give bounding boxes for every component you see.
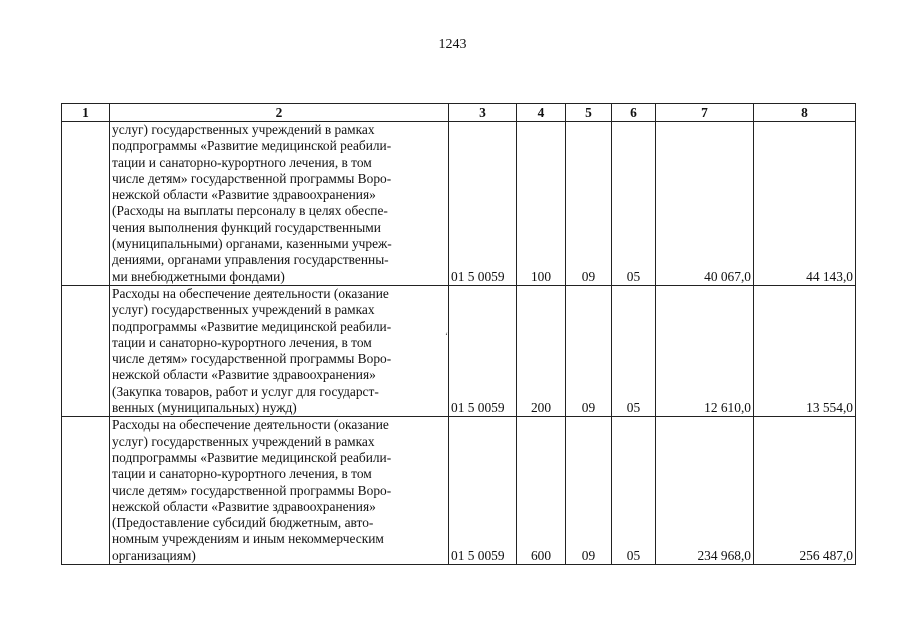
row-description-cell: услуг) государственных учреждений в рамках подпрограммы «Развитие медицинской реабили- тации и санаторно-курортного лечения, в том числе детям» государственной программы Воро- нежской области «Развитие здравоохранения» (Расходы на выплаты персоналу в целях обеспе- чения выполнения функций государственными (муниципальными) органами, казенными учреж- дениями, органами управления государственны- ми внебюджетными фондами)	[110, 122, 449, 286]
row-col6-cell: 05	[612, 285, 656, 416]
row-col7-amount: 234 968,0	[656, 417, 754, 565]
row-col4-cell: 100	[517, 122, 566, 286]
row-description-cell: Расходы на обеспечение деятельности (оказание услуг) государственных учреждений в рамках подпрограммы «Развитие медицинской реабили- тации и санаторно-курортного лечения, в том числе детям» государственной программы Воро- нежской области «Развитие здравоохранения» (Закупка товаров, работ и услуг для государст- венных (муниципальных) нужд)	[110, 285, 449, 416]
table-row	[62, 285, 856, 416]
header-col-8: 8	[754, 104, 856, 122]
row-col7-amount: 12 610,0	[656, 285, 754, 416]
header-col-3: 3	[449, 104, 517, 122]
row-col5-cell: 09	[566, 122, 612, 286]
row-description-cell: Расходы на обеспечение деятельности (оказание услуг) государственных учреждений в рамках подпрограммы «Развитие медицинской реабили- тации и санаторно-курортного лечения, в том числе детям» государственной программы Воро- нежской области «Развитие здравоохранения» (Предоставление субсидий бюджетным, авто- номным учреждениям и иным некоммерческим организациям)	[110, 417, 449, 565]
header-col-2: 2	[110, 104, 449, 122]
table-row	[62, 122, 856, 286]
row-code-cell: 01 5 0059	[449, 285, 517, 416]
table-row	[62, 417, 856, 565]
header-row	[62, 104, 856, 122]
row-col4-cell: 200	[517, 285, 566, 416]
header-col-6: 6	[612, 104, 656, 122]
row-col5-cell: 09	[566, 285, 612, 416]
header-col-7: 7	[656, 104, 754, 122]
row-col1-cell	[62, 285, 110, 416]
row-col1-cell	[62, 417, 110, 565]
row-col6-cell: 05	[612, 122, 656, 286]
header-col-4: 4	[517, 104, 566, 122]
row-col1-cell	[62, 122, 110, 286]
budget-table	[61, 103, 856, 565]
header-col-5: 5	[566, 104, 612, 122]
row-col5-cell: 09	[566, 417, 612, 565]
row-col6-cell: 05	[612, 417, 656, 565]
row-code-cell: 01 5 0059	[449, 417, 517, 565]
row-code-cell: 01 5 0059	[449, 122, 517, 286]
header-col-1: 1	[62, 104, 110, 122]
row-col8-amount: 44 143,0	[754, 122, 856, 286]
scan-speck: ʻ	[445, 331, 448, 341]
row-col8-amount: 13 554,0	[754, 285, 856, 416]
row-col7-amount: 40 067,0	[656, 122, 754, 286]
row-col4-cell: 600	[517, 417, 566, 565]
page-number: 1243	[438, 37, 467, 52]
row-col8-amount: 256 487,0	[754, 417, 856, 565]
